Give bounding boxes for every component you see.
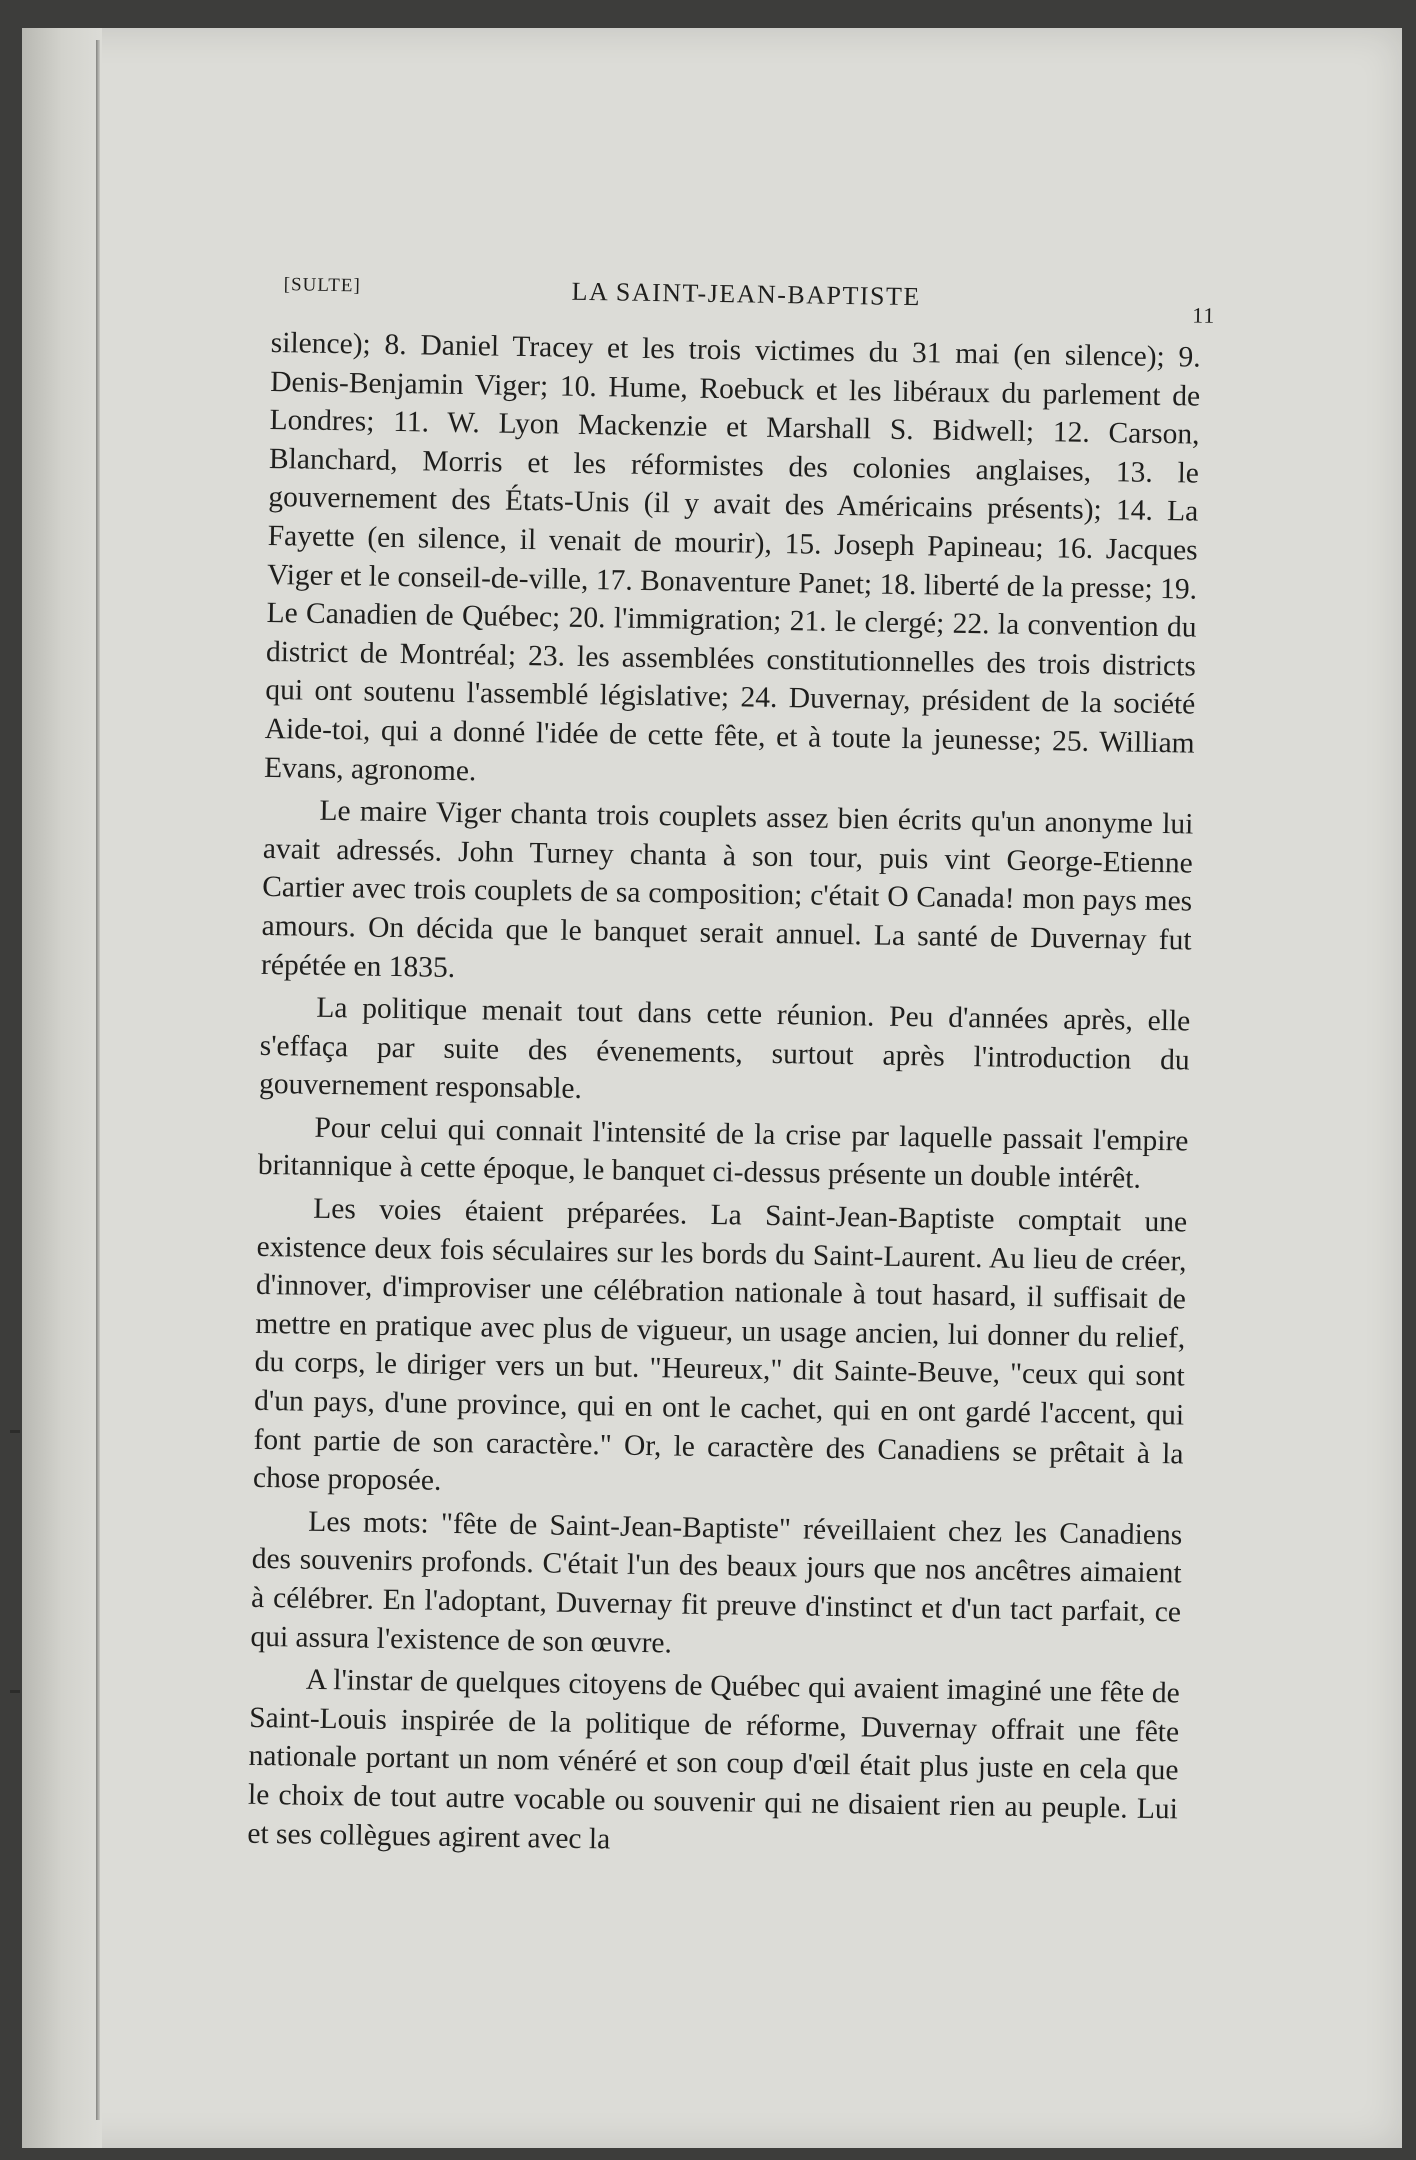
page-margin-line xyxy=(96,40,100,2120)
margin-mark xyxy=(10,1430,20,1433)
margin-mark xyxy=(10,1690,20,1693)
paragraph: Le maire Viger chanta trois couplets assez bien écrits qu'un anonyme lui avait adressés. John Turney chanta à son tour, puis vint George-Etienne Cartier avec trois couplets de sa composition; c'était O Canada! mon pays mes amours. On décida que le banquet serait annuel. La santé de Duvernay fut répétée en 1835. xyxy=(260,794,1194,984)
page-content xyxy=(247,268,1216,1872)
paragraph: La politique menait tout dans cette réunion. Peu d'années après, elle s'effaça par suite des évenements, surtout après l'introduction du gouvernement responsable. xyxy=(258,991,1191,1106)
paragraph: A l'instar de quelques citoyens de Québec qui avaient imaginé une fête de Saint-Louis inspirée de la politique de réforme, Duvernay offrait une fête nationale portant un nom vénéré et son coup d'œil était plus juste en cela que le choix de tout autre vocable ou souvenir qui ne disaient rien au peuple. Lui et ses collègues agirent avec la xyxy=(247,1663,1180,1856)
body-text xyxy=(247,324,1201,1868)
paragraph: silence); 8. Daniel Tracey et les trois victimes du 31 mai (en silence); 9. Denis-Benjamin Viger; 10. Hume, Roebuck et les libéraux du parlement de Londres; 11. W. Lyon Mackenzie et Marshall S. Bidwell; 12. Carson, Blanchard, Morris et les réformistes des colonies anglaises, 13. le gouvernement des États-Unis (il y avait des Américains présents); 14. La Fayette (en silence, il venait de mourir), 15. Joseph Papineau; 16. Jacques Viger et le conseil-de-ville, 17. Bonaventure Panet; 18. liberté de la presse; 19. Le Canadien de Québec; 20. l'immigration; 21. le clergé; 22. la convention du district de Montréal; 23. les assemblées constitutionnelles des trois districts qui ont soutenu l'assemblé législative; 24. Duvernay, président de la société Aide-toi, qui a donné l'idée de cette fête, et à toute la jeunesse; 25. William Evans, agronome. xyxy=(263,326,1201,787)
running-head-title: LA SAINT-JEAN-BAPTISTE xyxy=(571,276,921,312)
running-head-author: [SULTE] xyxy=(283,274,361,297)
page-binding-edge xyxy=(22,28,102,2148)
page-number: 11 xyxy=(1191,302,1216,328)
paragraph: Les voies étaient préparées. La Saint-Jean-Baptiste comptait une existence deux fois séculaires sur les bords du Saint-Laurent. Au lieu de créer, d'innover, d'improviser une célébration nationale à tout hasard, il suffisait de mettre en pratique avec plus de vigueur, un usage ancien, lui donner du relief, du corps, le diriger vers un but. "Heureux," dit Sainte-Beuve, "ceux qui sont d'un pays, d'une province, qui en ont le cachet, qui en ont gardé l'accent, qui font partie de son caractère." Or, le caractère des Canadiens se prêtait à la chose proposée. xyxy=(252,1192,1188,1498)
paragraph: Les mots: "fête de Saint-Jean-Baptiste" réveillaient chez les Canadiens des souvenirs profonds. C'était l'un des beaux jours que nos ancêtres aimaient à célébrer. En l'adoptant, Duvernay fit preuve d'instinct et d'un tact parfait, ce qui assura l'existence de son œuvre. xyxy=(250,1505,1183,1660)
paragraph: Pour celui qui connait l'intensité de la crise par laquelle passait l'empire britannique à cette époque, le banquet ci-dessus présente un double intérêt. xyxy=(257,1111,1189,1196)
